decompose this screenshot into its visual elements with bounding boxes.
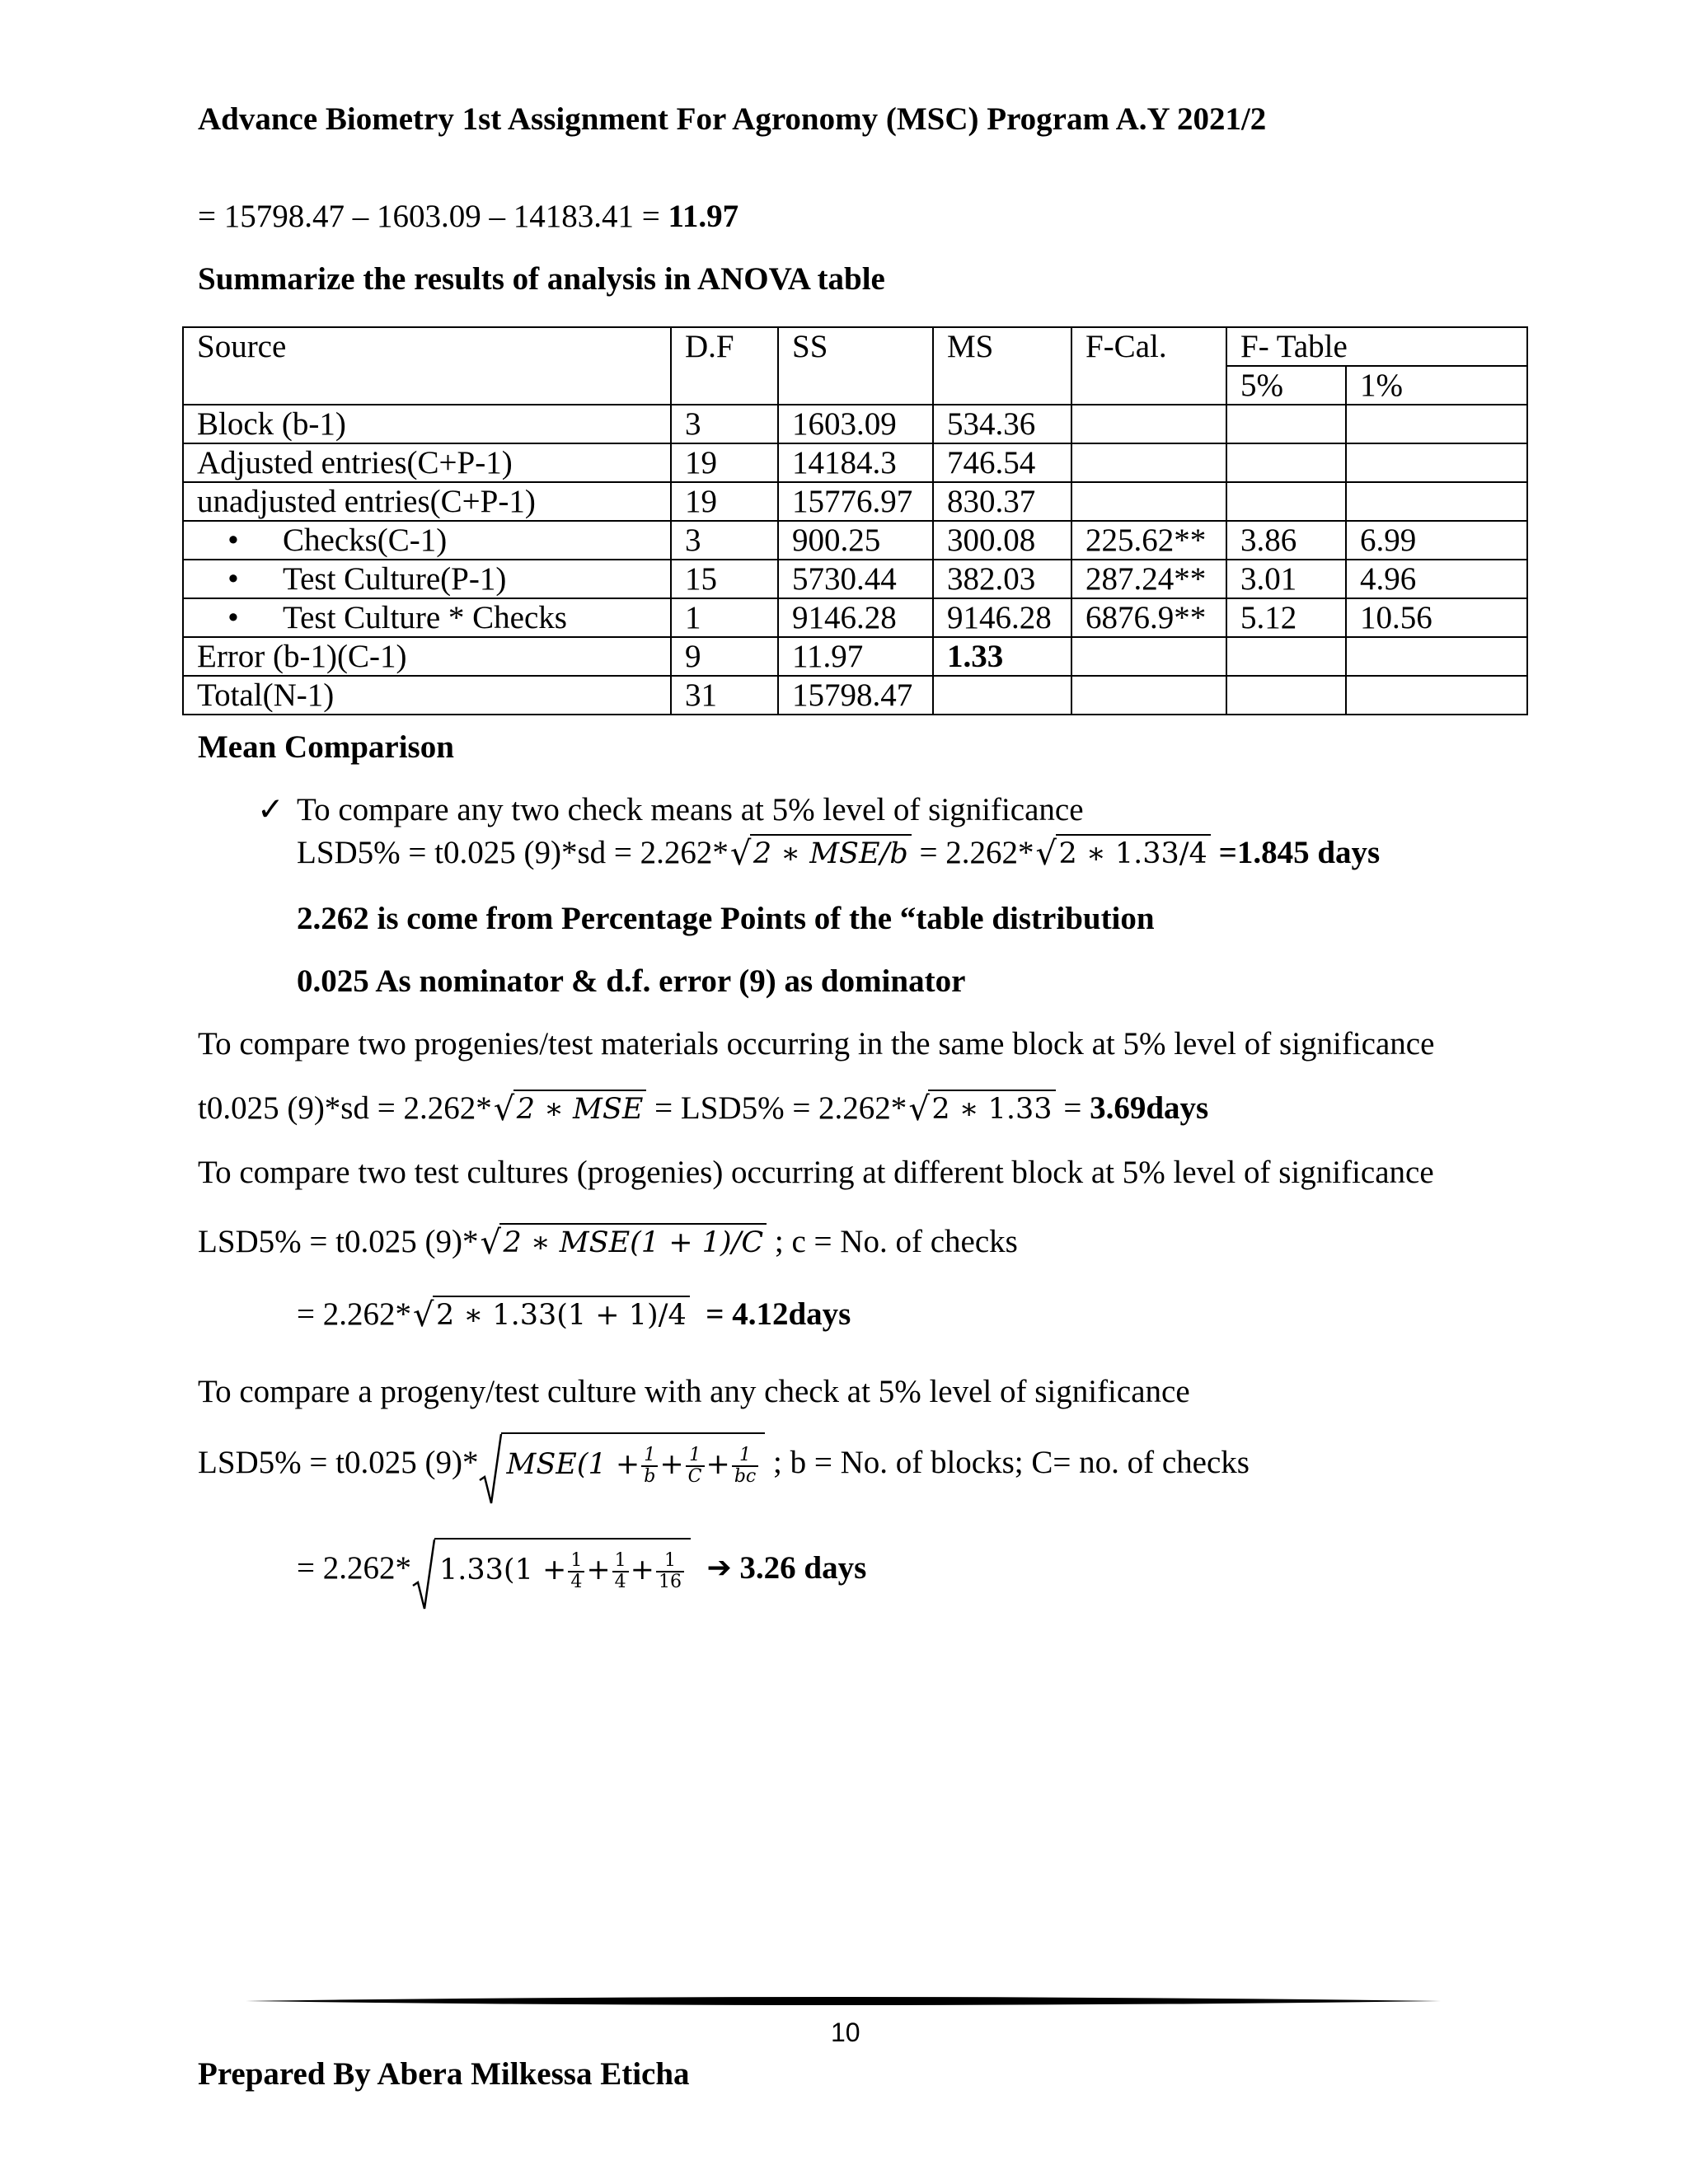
cell-fcal: 287.24** bbox=[1071, 560, 1226, 598]
para-different-block-calc bbox=[297, 1296, 851, 1333]
formula-lead: LSD5% = t0.025 (9)*sd = 2.262* bbox=[297, 835, 729, 870]
note-table-distribution: 2.262 is come from Percentage Points of the “table distribution bbox=[297, 901, 1155, 936]
sqrt-body: 2 ∗ MSE/b bbox=[750, 834, 912, 872]
cell-fcal bbox=[1071, 405, 1226, 443]
formula-mid: = LSD5% = 2.262* bbox=[646, 1090, 907, 1126]
cell-f1 bbox=[1346, 405, 1527, 443]
error-ss-result: 11.97 bbox=[668, 199, 739, 234]
cell-fcal: 225.62** bbox=[1071, 521, 1226, 560]
bullet-icon: • bbox=[227, 561, 239, 597]
numerator: 1 bbox=[686, 1446, 705, 1467]
formula-tail: ; b = No. of blocks; C= no. of checks bbox=[765, 1445, 1250, 1480]
header-ms: MS bbox=[933, 327, 1071, 405]
cell-f5 bbox=[1226, 676, 1346, 715]
sqrt-body bbox=[434, 1538, 691, 1599]
cell-ss: 9146.28 bbox=[778, 598, 933, 637]
anova-heading: Summarize the results of analysis in ANOVA table bbox=[198, 261, 885, 297]
formula-lead: = 2.262* bbox=[297, 1550, 411, 1586]
sqrt-lead: MSE(1 + bbox=[506, 1448, 640, 1481]
cell-fcal: 6876.9** bbox=[1071, 598, 1226, 637]
bullet-icon: • bbox=[227, 523, 239, 558]
cell-f1 bbox=[1346, 482, 1527, 521]
cell-fcal bbox=[1071, 676, 1226, 715]
para-progeny-vs-check-calc bbox=[297, 1538, 866, 1612]
cell-f5: 3.01 bbox=[1226, 560, 1346, 598]
table-row bbox=[183, 521, 1527, 560]
denominator: b bbox=[644, 1466, 656, 1488]
cell-ss: 11.97 bbox=[778, 637, 933, 676]
plus: + bbox=[630, 1554, 654, 1586]
error-ss-line bbox=[198, 198, 738, 236]
cell-ss: 900.25 bbox=[778, 521, 933, 560]
cell-df: 9 bbox=[671, 637, 778, 676]
cell-f5: 5.12 bbox=[1226, 598, 1346, 637]
fraction bbox=[641, 1446, 658, 1487]
cell-f1: 10.56 bbox=[1346, 598, 1527, 637]
formula-lead: LSD5% = t0.025 (9)* bbox=[198, 1445, 479, 1480]
header-df: D.F bbox=[671, 327, 778, 405]
fraction bbox=[568, 1551, 584, 1592]
item1-text: To compare any two check means at 5% level of significance bbox=[297, 792, 1084, 827]
cell-ss: 1603.09 bbox=[778, 405, 933, 443]
denominator: bc bbox=[734, 1466, 757, 1488]
table-row bbox=[183, 482, 1527, 521]
table-row bbox=[183, 443, 1527, 482]
cell-df: 1 bbox=[671, 598, 778, 637]
denominator: C bbox=[687, 1466, 702, 1488]
sqrt-body: 2 ∗ 1.33(1 + 1)/4 bbox=[433, 1296, 690, 1333]
cell-source: Adjusted entries(C+P-1) bbox=[183, 443, 671, 482]
cell-source bbox=[183, 598, 671, 637]
item1-formula bbox=[297, 834, 1380, 872]
cell-df: 3 bbox=[671, 521, 778, 560]
header-ss: SS bbox=[778, 327, 933, 405]
para-different-block: To compare two test cultures (progenies) occurring at different block at 5% level of significance bbox=[198, 1155, 1434, 1190]
cell-source: Block (b-1) bbox=[183, 405, 671, 443]
cell-ss: 15798.47 bbox=[778, 676, 933, 715]
sqrt-expression: √ 2 ∗ 1.33(1 + 1)/4 bbox=[413, 1296, 690, 1333]
cell-f5: 3.86 bbox=[1226, 521, 1346, 560]
cell-ss: 15776.97 bbox=[778, 482, 933, 521]
cell-f5 bbox=[1226, 443, 1346, 482]
table-row bbox=[183, 598, 1527, 637]
cell-source-label: Test Culture * Checks bbox=[283, 600, 567, 635]
header-1pct: 1% bbox=[1346, 366, 1527, 405]
denominator: 16 bbox=[658, 1572, 682, 1593]
cell-ms: 746.54 bbox=[933, 443, 1071, 482]
denominator: 4 bbox=[570, 1572, 583, 1593]
mean-comparison-heading: Mean Comparison bbox=[198, 729, 454, 765]
numerator: 1 bbox=[641, 1446, 658, 1467]
table-row bbox=[183, 637, 1527, 676]
right-arrow-icon: ➔ bbox=[706, 1551, 732, 1585]
cell-df: 19 bbox=[671, 482, 778, 521]
formula-result: 3.69days bbox=[1090, 1090, 1209, 1126]
bullet-icon: • bbox=[227, 600, 239, 635]
page-number: 10 bbox=[831, 2018, 860, 2047]
numerator: 1 bbox=[732, 1446, 758, 1467]
cell-ms: 534.36 bbox=[933, 405, 1071, 443]
table-row bbox=[183, 560, 1527, 598]
cell-ms: 382.03 bbox=[933, 560, 1071, 598]
fraction bbox=[656, 1551, 684, 1592]
cell-fcal bbox=[1071, 482, 1226, 521]
cell-ss: 5730.44 bbox=[778, 560, 933, 598]
cell-f1 bbox=[1346, 443, 1527, 482]
fraction bbox=[732, 1446, 758, 1487]
cell-source-label: Test Culture(P-1) bbox=[283, 561, 507, 597]
sqrt-lead: 1.33(1 + bbox=[439, 1554, 567, 1586]
sqrt-body: 2 ∗ MSE bbox=[513, 1090, 647, 1127]
header-5pct: 5% bbox=[1226, 366, 1346, 405]
formula-lead: t0.025 (9)*sd = 2.262* bbox=[198, 1090, 492, 1126]
fraction bbox=[686, 1446, 705, 1487]
cell-source: Error (b-1)(C-1) bbox=[183, 637, 671, 676]
anova-table bbox=[182, 326, 1528, 715]
header-ftable: F- Table bbox=[1226, 327, 1527, 366]
cell-f5 bbox=[1226, 482, 1346, 521]
cell-ms: 1.33 bbox=[933, 637, 1071, 676]
sqrt-expression: √ 2 ∗ MSE/b bbox=[730, 834, 912, 872]
cell-f1 bbox=[1346, 637, 1527, 676]
cell-source bbox=[183, 521, 671, 560]
cell-ms bbox=[933, 676, 1071, 715]
cell-df: 3 bbox=[671, 405, 778, 443]
formula-tail: ; c = No. of checks bbox=[767, 1224, 1018, 1259]
cell-f1 bbox=[1346, 676, 1527, 715]
cell-source: unadjusted entries(C+P-1) bbox=[183, 482, 671, 521]
cell-fcal bbox=[1071, 637, 1226, 676]
para-different-block-formula bbox=[198, 1223, 1018, 1261]
sqrt-expression: √ 2 ∗ 1.33 bbox=[908, 1090, 1055, 1127]
sqrt-body: 2 ∗ 1.33/4 bbox=[1056, 834, 1211, 872]
plus: + bbox=[586, 1554, 611, 1586]
numerator: 1 bbox=[612, 1551, 629, 1572]
page-header-title: Advance Biometry 1st Assignment For Agronomy (MSC) Program A.Y 2021/2 bbox=[198, 101, 1267, 137]
para-progeny-vs-check-formula bbox=[198, 1432, 1250, 1507]
formula-lead: LSD5% = t0.025 (9)* bbox=[198, 1224, 479, 1259]
para-progeny-vs-check: To compare a progeny/test culture with any check at 5% level of significance bbox=[198, 1374, 1190, 1409]
note-nominator: 0.025 As nominator & d.f. error (9) as dominator bbox=[297, 963, 966, 999]
formula-mid: = 2.262* bbox=[911, 835, 1034, 870]
denominator: 4 bbox=[614, 1572, 626, 1593]
header-source: Source bbox=[183, 327, 671, 405]
cell-ms: 9146.28 bbox=[933, 598, 1071, 637]
sqrt-expression bbox=[478, 1432, 765, 1493]
header-fcal: F-Cal. bbox=[1071, 327, 1226, 405]
table-row bbox=[183, 676, 1527, 715]
cell-f5 bbox=[1226, 405, 1346, 443]
para-same-block-formula bbox=[198, 1090, 1208, 1127]
cell-df: 19 bbox=[671, 443, 778, 482]
numerator: 1 bbox=[568, 1551, 584, 1572]
error-ss-expression: = 15798.47 – 1603.09 – 14183.41 = bbox=[198, 199, 668, 234]
sqrt-body bbox=[501, 1432, 765, 1493]
formula-result: =1.845 days bbox=[1210, 835, 1381, 870]
sqrt-expression bbox=[411, 1538, 691, 1599]
sqrt-expression: √ 2 ∗ 1.33/4 bbox=[1036, 834, 1211, 872]
cell-df: 15 bbox=[671, 560, 778, 598]
formula-lead: = 2.262* bbox=[297, 1296, 411, 1332]
numerator: 1 bbox=[656, 1551, 684, 1572]
table-row bbox=[183, 405, 1527, 443]
sqrt-body: 2 ∗ 1.33 bbox=[928, 1090, 1055, 1127]
cell-ss: 14184.3 bbox=[778, 443, 933, 482]
cell-ms: 300.08 bbox=[933, 521, 1071, 560]
cell-source bbox=[183, 560, 671, 598]
sqrt-body: 2 ∗ MSE(1 + 1)/C bbox=[499, 1223, 767, 1261]
footer-rule bbox=[246, 1994, 1441, 2008]
sqrt-expression: √ 2 ∗ MSE(1 + 1)/C bbox=[480, 1223, 767, 1261]
plus: + bbox=[706, 1448, 730, 1481]
fraction bbox=[612, 1551, 629, 1592]
formula-result: = 4.12days bbox=[706, 1296, 851, 1332]
cell-fcal bbox=[1071, 443, 1226, 482]
cell-ms: 830.37 bbox=[933, 482, 1071, 521]
formula-eq: = bbox=[1055, 1090, 1090, 1126]
cell-f1: 4.96 bbox=[1346, 560, 1527, 598]
cell-f5 bbox=[1226, 637, 1346, 676]
footer-author: Prepared By Abera Milkessa Eticha bbox=[198, 2056, 690, 2092]
plus: + bbox=[659, 1448, 684, 1481]
cell-source-label: Checks(C-1) bbox=[283, 523, 448, 558]
cell-df: 31 bbox=[671, 676, 778, 715]
check-mark-icon: ✓ bbox=[257, 792, 284, 827]
cell-f1: 6.99 bbox=[1346, 521, 1527, 560]
cell-source: Total(N-1) bbox=[183, 676, 671, 715]
para-same-block: To compare two progenies/test materials occurring in the same block at 5% level of significance bbox=[198, 1026, 1435, 1062]
sqrt-expression: √ 2 ∗ MSE bbox=[494, 1090, 647, 1127]
formula-result: 3.26 days bbox=[739, 1550, 867, 1586]
